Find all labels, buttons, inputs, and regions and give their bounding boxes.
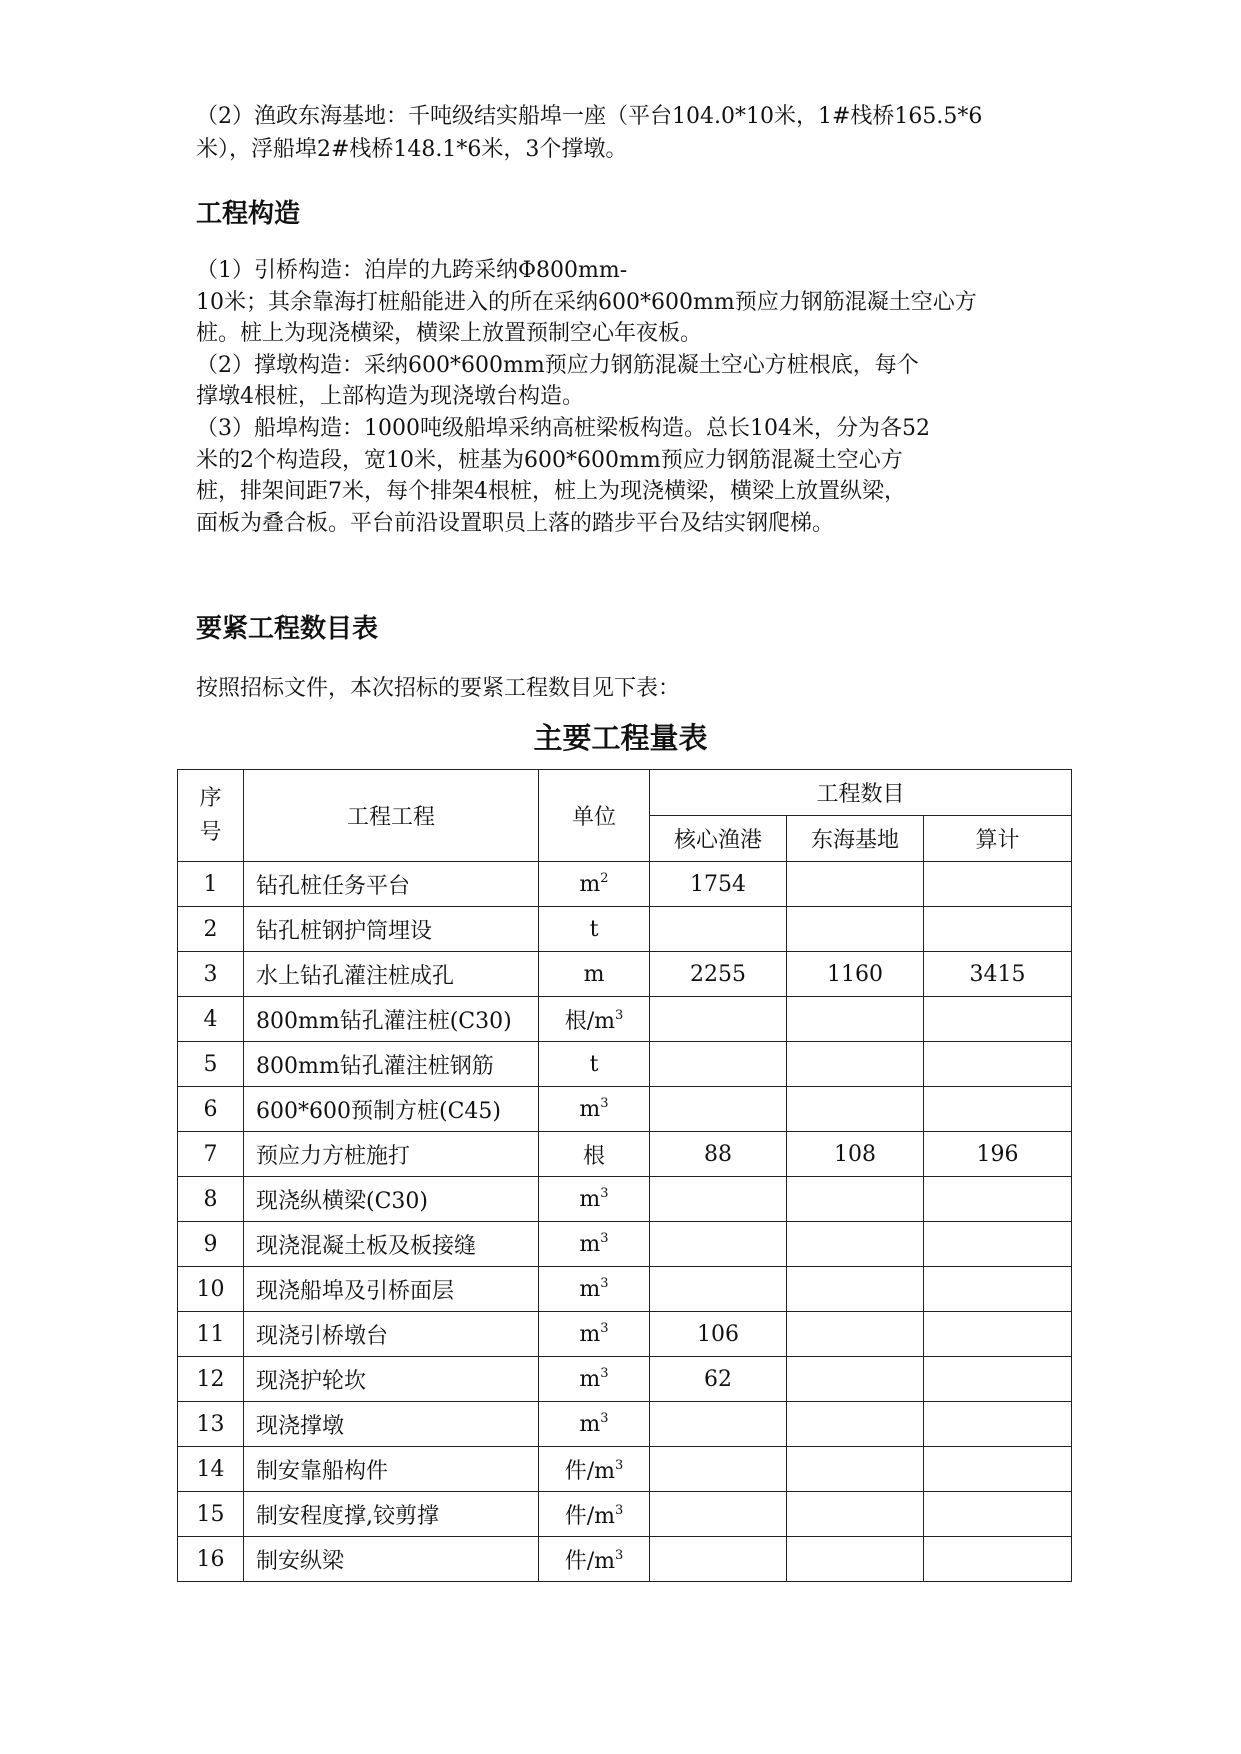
row-col-a	[650, 1447, 787, 1492]
row-col-a	[650, 1492, 787, 1537]
row-unit-sup: 3	[615, 1502, 624, 1518]
structure-paragraph	[196, 255, 1076, 539]
row-no: 16	[178, 1537, 244, 1582]
table-row	[178, 1042, 1072, 1087]
row-item: 现浇混凝土板及板接缝	[244, 1222, 539, 1267]
section-heading-structure: 工程构造	[196, 199, 301, 229]
row-unit-sup: 3	[615, 1007, 624, 1023]
row-col-b	[787, 1537, 924, 1582]
row-col-c	[924, 1222, 1072, 1267]
row-unit-sup: 2	[600, 870, 609, 886]
row-col-b	[787, 1042, 924, 1087]
row-no: 2	[178, 907, 244, 952]
row-col-b	[787, 1357, 924, 1402]
row-unit	[539, 1357, 650, 1402]
row-col-a: 62	[650, 1357, 787, 1402]
row-unit	[539, 1177, 650, 1222]
structure-line: 米的2个构造段，宽10米，桩基为600*600mm预应力钢筋混凝土空心方	[196, 447, 903, 473]
table-row	[178, 1087, 1072, 1132]
row-no: 12	[178, 1357, 244, 1402]
header-item: 工程工程	[244, 770, 539, 862]
row-unit-base: 件/m	[564, 1458, 615, 1484]
row-col-a	[650, 997, 787, 1042]
section-heading-quantities: 要紧工程数目表	[196, 614, 379, 644]
table-row	[178, 1132, 1072, 1177]
row-col-c	[924, 862, 1072, 907]
row-item: 钻孔桩任务平台	[244, 862, 539, 907]
structure-line: 撑墩4根桩，上部构造为现浇墩台构造。	[196, 384, 584, 410]
row-unit-base: 根/m	[564, 1008, 615, 1034]
row-unit-sup: 3	[600, 1320, 609, 1336]
row-col-c	[924, 907, 1072, 952]
intro-paragraph	[196, 100, 1076, 166]
row-no: 8	[178, 1177, 244, 1222]
row-unit-base: 根	[582, 1143, 605, 1169]
row-col-b: 108	[787, 1132, 924, 1177]
table-row	[178, 1267, 1072, 1312]
row-col-b: 1160	[787, 952, 924, 997]
row-unit	[539, 952, 650, 997]
row-item: 800mm钻孔灌注桩钢筋	[244, 1042, 539, 1087]
row-col-c	[924, 1042, 1072, 1087]
intro-line: （2）渔政东海基地：千吨级结实船埠一座（平台104.0*10米，1#栈桥165.5*6	[196, 104, 983, 129]
row-unit-base: m	[579, 1231, 601, 1257]
row-unit-base: m	[579, 1411, 601, 1437]
header-unit: 单位	[539, 770, 650, 862]
header-col-a: 核心渔港	[650, 816, 787, 862]
row-no: 5	[178, 1042, 244, 1087]
row-col-b	[787, 1222, 924, 1267]
row-no: 3	[178, 952, 244, 997]
row-item: 制安程度撑,铰剪撑	[244, 1492, 539, 1537]
row-unit	[539, 1222, 650, 1267]
row-col-a	[650, 1537, 787, 1582]
row-col-a: 1754	[650, 862, 787, 907]
table-title: 主要工程量表	[533, 721, 708, 755]
table-row	[178, 1357, 1072, 1402]
row-no: 4	[178, 997, 244, 1042]
row-unit-sup: 3	[615, 1457, 624, 1473]
table-row	[178, 952, 1072, 997]
row-col-c	[924, 1087, 1072, 1132]
row-unit	[539, 1042, 650, 1087]
row-col-b	[787, 1402, 924, 1447]
table-row	[178, 1312, 1072, 1357]
row-unit-sup: 3	[600, 1365, 609, 1381]
row-col-a	[650, 1402, 787, 1447]
structure-line: 桩。桩上为现浇横梁，横梁上放置预制空心年夜板。	[196, 321, 703, 347]
row-unit-base: m	[579, 1096, 601, 1122]
row-unit-base: 件/m	[564, 1548, 615, 1574]
row-col-c	[924, 1312, 1072, 1357]
header-col-c: 算计	[924, 816, 1072, 862]
row-unit-base: 件/m	[564, 1503, 615, 1529]
row-col-b	[787, 1492, 924, 1537]
row-col-b	[787, 1177, 924, 1222]
table-header-row	[178, 770, 1072, 816]
row-unit-base: m	[583, 961, 605, 987]
row-col-c	[924, 1357, 1072, 1402]
row-item: 水上钻孔灌注桩成孔	[244, 952, 539, 997]
row-unit-base: m	[579, 1366, 601, 1392]
row-unit-sup: 3	[600, 1095, 609, 1111]
row-col-b	[787, 1447, 924, 1492]
row-col-c	[924, 1177, 1072, 1222]
row-col-a	[650, 1177, 787, 1222]
row-unit-base: m	[579, 1276, 601, 1302]
row-item: 现浇纵横梁(C30)	[244, 1177, 539, 1222]
quantities-intro: 按照招标文件，本次招标的要紧工程数目见下表：	[196, 676, 681, 701]
row-no: 7	[178, 1132, 244, 1177]
row-col-c	[924, 1537, 1072, 1582]
row-item: 制安纵梁	[244, 1537, 539, 1582]
row-item: 现浇引桥墩台	[244, 1312, 539, 1357]
row-unit	[539, 1267, 650, 1312]
row-unit-sup: 3	[615, 1547, 624, 1563]
header-quantity-group: 工程数目	[650, 770, 1072, 816]
row-item: 现浇撑墩	[244, 1402, 539, 1447]
row-item: 现浇船埠及引桥面层	[244, 1267, 539, 1312]
row-item: 钻孔桩钢护筒埋设	[244, 907, 539, 952]
row-no: 14	[178, 1447, 244, 1492]
row-col-c	[924, 1492, 1072, 1537]
row-unit	[539, 1132, 650, 1177]
row-item: 600*600预制方桩(C45)	[244, 1087, 539, 1132]
row-col-c: 3415	[924, 952, 1072, 997]
structure-line: 面板为叠合板。平台前沿设置职员上落的踏步平台及结实钢爬梯。	[196, 510, 835, 536]
row-item: 制安靠船构件	[244, 1447, 539, 1492]
row-no: 9	[178, 1222, 244, 1267]
row-col-c	[924, 1402, 1072, 1447]
row-unit-sup: 3	[600, 1230, 609, 1246]
row-col-a: 106	[650, 1312, 787, 1357]
row-unit-sup: 3	[600, 1275, 609, 1291]
row-unit-base: m	[579, 871, 601, 897]
row-unit	[539, 907, 650, 952]
table-row	[178, 1492, 1072, 1537]
table-row	[178, 1537, 1072, 1582]
row-unit	[539, 1492, 650, 1537]
row-col-a	[650, 1222, 787, 1267]
table-row	[178, 1222, 1072, 1267]
row-no: 6	[178, 1087, 244, 1132]
row-col-a	[650, 1042, 787, 1087]
row-col-a	[650, 1087, 787, 1132]
structure-line: 桩，排架间距7米，每个排架4根桩，桩上为现浇横梁，横梁上放置纵梁，	[196, 479, 906, 505]
table-row	[178, 1177, 1072, 1222]
row-col-b	[787, 1267, 924, 1312]
row-col-b	[787, 862, 924, 907]
table-row	[178, 907, 1072, 952]
row-item: 800mm钻孔灌注桩(C30)	[244, 997, 539, 1042]
row-col-a: 88	[650, 1132, 787, 1177]
row-unit-base: m	[579, 1321, 601, 1347]
row-col-b	[787, 907, 924, 952]
structure-line: （2）撑墩构造：采纳600*600mm预应力钢筋混凝土空心方桩根底，每个	[196, 352, 919, 378]
row-col-a	[650, 907, 787, 952]
row-no: 15	[178, 1492, 244, 1537]
row-col-b	[787, 1087, 924, 1132]
row-unit-base: t	[589, 1051, 599, 1077]
row-col-a	[650, 1267, 787, 1312]
table-row	[178, 1402, 1072, 1447]
row-no: 13	[178, 1402, 244, 1447]
table-row	[178, 1447, 1072, 1492]
row-col-b	[787, 1312, 924, 1357]
structure-line: （3）船埠构造：1000吨级船埠采纳高桩梁板构造。总长104米，分为各52	[196, 415, 930, 441]
row-item: 预应力方桩施打	[244, 1132, 539, 1177]
row-no: 1	[178, 862, 244, 907]
row-col-c	[924, 997, 1072, 1042]
structure-line: 10米；其余靠海打桩船能进入的所在采纳600*600mm预应力钢筋混凝土空心方	[196, 289, 977, 315]
row-col-b	[787, 997, 924, 1042]
structure-line: （1）引桥构造：泊岸的九跨采纳Φ800mm-	[196, 258, 628, 283]
row-unit	[539, 862, 650, 907]
row-col-a: 2255	[650, 952, 787, 997]
row-unit	[539, 1312, 650, 1357]
row-no: 10	[178, 1267, 244, 1312]
row-col-c: 196	[924, 1132, 1072, 1177]
row-item: 现浇护轮坎	[244, 1357, 539, 1402]
header-no	[178, 770, 244, 862]
quantity-table	[177, 769, 1072, 1582]
row-unit-base: t	[589, 916, 599, 942]
row-unit	[539, 1537, 650, 1582]
row-unit-sup: 3	[600, 1410, 609, 1426]
row-col-c	[924, 1447, 1072, 1492]
header-no-label: 序号	[199, 785, 222, 845]
intro-line: 米），浮船埠2#栈桥148.1*6米，3个撑墩。	[196, 137, 628, 162]
header-col-b: 东海基地	[787, 816, 924, 862]
row-unit	[539, 1087, 650, 1132]
row-no: 11	[178, 1312, 244, 1357]
row-unit	[539, 1447, 650, 1492]
row-unit	[539, 1402, 650, 1447]
row-unit-base: m	[579, 1186, 601, 1212]
row-unit-sup: 3	[600, 1185, 609, 1201]
row-unit	[539, 997, 650, 1042]
table-row	[178, 862, 1072, 907]
row-col-c	[924, 1267, 1072, 1312]
table-row	[178, 997, 1072, 1042]
